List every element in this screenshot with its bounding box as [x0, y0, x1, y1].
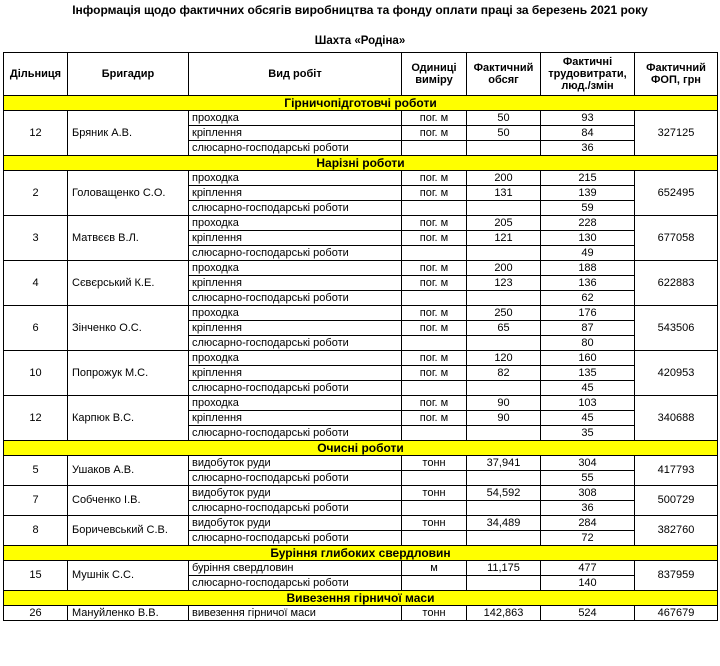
labor-cell: 72 [541, 531, 635, 546]
brigadier-cell: Карпюк В.С. [68, 396, 189, 441]
work-type-cell: слюсарно-господарські роботи [189, 501, 402, 516]
fop-cell: 677058 [635, 216, 718, 261]
labor-cell: 139 [541, 186, 635, 201]
brigadier-cell: Головащенко С.О. [68, 171, 189, 216]
document-title: Інформація щодо фактичних обсягів виробництва та фонду оплати праці за березень 2021 року [72, 3, 648, 17]
volume-cell [467, 471, 541, 486]
volume-cell [467, 531, 541, 546]
labor-cell: 130 [541, 231, 635, 246]
site-cell: 15 [4, 561, 68, 591]
site-cell: 2 [4, 171, 68, 216]
labor-cell: 59 [541, 201, 635, 216]
unit-cell [402, 471, 467, 486]
fop-cell: 467679 [635, 606, 718, 621]
volume-cell: 50 [467, 111, 541, 126]
work-type-cell: проходка [189, 111, 402, 126]
section-title: Нарізні роботи [4, 156, 718, 171]
brigadier-cell: Бряник А.В. [68, 111, 189, 156]
table-row [4, 456, 718, 471]
labor-cell: 55 [541, 471, 635, 486]
work-type-cell: кріплення [189, 126, 402, 141]
work-type-cell: слюсарно-господарські роботи [189, 141, 402, 156]
volume-cell: 123 [467, 276, 541, 291]
site-cell: 26 [4, 606, 68, 621]
volume-cell: 90 [467, 396, 541, 411]
work-type-cell: кріплення [189, 231, 402, 246]
volume-cell: 11,175 [467, 561, 541, 576]
work-type-cell: буріння свердловин [189, 561, 402, 576]
labor-cell: 188 [541, 261, 635, 276]
table-row [4, 216, 718, 231]
unit-cell: пог. м [402, 171, 467, 186]
unit-cell [402, 426, 467, 441]
work-type-cell: видобуток руди [189, 456, 402, 471]
work-type-cell: проходка [189, 171, 402, 186]
site-cell: 10 [4, 351, 68, 396]
unit-cell: пог. м [402, 111, 467, 126]
header-labor: Фактичні трудовитрати, люд./змін [541, 53, 635, 96]
labor-cell: 135 [541, 366, 635, 381]
work-type-cell: кріплення [189, 276, 402, 291]
site-cell: 12 [4, 111, 68, 156]
section-header-row [4, 441, 718, 456]
site-cell: 6 [4, 306, 68, 351]
volume-cell [467, 381, 541, 396]
unit-cell [402, 381, 467, 396]
unit-cell [402, 141, 467, 156]
table-body [4, 96, 718, 621]
volume-cell: 120 [467, 351, 541, 366]
volume-cell [467, 201, 541, 216]
labor-cell: 215 [541, 171, 635, 186]
header-work-type: Вид робіт [189, 53, 402, 96]
labor-cell: 36 [541, 501, 635, 516]
brigadier-cell: Мушнік С.С. [68, 561, 189, 591]
work-type-cell: проходка [189, 351, 402, 366]
labor-cell: 62 [541, 291, 635, 306]
work-type-cell: проходка [189, 306, 402, 321]
table-row [4, 516, 718, 531]
volume-cell: 50 [467, 126, 541, 141]
fop-cell: 652495 [635, 171, 718, 216]
unit-cell: пог. м [402, 261, 467, 276]
brigadier-cell: Матвєєв В.Л. [68, 216, 189, 261]
table-row [4, 306, 718, 321]
header-unit: Одиниці виміру [402, 53, 467, 96]
unit-cell: пог. м [402, 186, 467, 201]
work-type-cell: кріплення [189, 366, 402, 381]
labor-cell: 45 [541, 381, 635, 396]
labor-cell: 103 [541, 396, 635, 411]
volume-cell: 131 [467, 186, 541, 201]
labor-cell: 477 [541, 561, 635, 576]
labor-cell: 140 [541, 576, 635, 591]
volume-cell [467, 141, 541, 156]
work-type-cell: слюсарно-господарські роботи [189, 291, 402, 306]
section-header-row [4, 96, 718, 111]
section-header-row [4, 156, 718, 171]
unit-cell: тонн [402, 606, 467, 621]
site-cell: 12 [4, 396, 68, 441]
volume-cell: 200 [467, 261, 541, 276]
brigadier-cell: Мануйленко В.В. [68, 606, 189, 621]
fop-cell: 837959 [635, 561, 718, 591]
brigadier-cell: Собченко І.В. [68, 486, 189, 516]
header-site: Дільниця [4, 53, 68, 96]
work-type-cell: кріплення [189, 411, 402, 426]
fop-cell: 622883 [635, 261, 718, 306]
table-row [4, 261, 718, 276]
work-type-cell: слюсарно-господарські роботи [189, 576, 402, 591]
labor-cell: 160 [541, 351, 635, 366]
fop-cell: 420953 [635, 351, 718, 396]
work-type-cell: видобуток руди [189, 516, 402, 531]
volume-cell: 82 [467, 366, 541, 381]
work-type-cell: слюсарно-господарські роботи [189, 336, 402, 351]
table-row [4, 351, 718, 366]
volume-cell [467, 291, 541, 306]
brigadier-cell: Попрожук М.С. [68, 351, 189, 396]
section-title: Очисні роботи [4, 441, 718, 456]
site-cell: 5 [4, 456, 68, 486]
brigadier-cell: Ушаков А.В. [68, 456, 189, 486]
work-type-cell: слюсарно-господарські роботи [189, 471, 402, 486]
work-type-cell: кріплення [189, 321, 402, 336]
labor-cell: 87 [541, 321, 635, 336]
fop-cell: 327125 [635, 111, 718, 156]
table-row [4, 396, 718, 411]
labor-cell: 304 [541, 456, 635, 471]
table-row [4, 561, 718, 576]
work-type-cell: слюсарно-господарські роботи [189, 201, 402, 216]
table-row [4, 606, 718, 621]
site-cell: 4 [4, 261, 68, 306]
unit-cell: пог. м [402, 216, 467, 231]
unit-cell: пог. м [402, 411, 467, 426]
labor-cell: 228 [541, 216, 635, 231]
work-type-cell: видобуток руди [189, 486, 402, 501]
fop-cell: 382760 [635, 516, 718, 546]
unit-cell: тонн [402, 516, 467, 531]
volume-cell [467, 336, 541, 351]
header-brigadier: Бригадир [68, 53, 189, 96]
brigadier-cell: Сєвєрський К.Е. [68, 261, 189, 306]
volume-cell [467, 426, 541, 441]
labor-cell: 524 [541, 606, 635, 621]
volume-cell: 37,941 [467, 456, 541, 471]
section-title: Вивезення гірничої маси [4, 591, 718, 606]
unit-cell: пог. м [402, 396, 467, 411]
site-cell: 8 [4, 516, 68, 546]
unit-cell: пог. м [402, 306, 467, 321]
fop-cell: 500729 [635, 486, 718, 516]
work-type-cell: проходка [189, 216, 402, 231]
work-type-cell: слюсарно-господарські роботи [189, 531, 402, 546]
work-type-cell: вивезення гірничої маси [189, 606, 402, 621]
unit-cell: пог. м [402, 231, 467, 246]
section-header-row [4, 591, 718, 606]
labor-cell: 80 [541, 336, 635, 351]
volume-cell: 90 [467, 411, 541, 426]
labor-cell: 284 [541, 516, 635, 531]
labor-cell: 93 [541, 111, 635, 126]
unit-cell: тонн [402, 456, 467, 471]
brigadier-cell: Боричевський С.В. [68, 516, 189, 546]
volume-cell: 250 [467, 306, 541, 321]
unit-cell [402, 246, 467, 261]
work-type-cell: слюсарно-господарські роботи [189, 381, 402, 396]
header-row [4, 53, 718, 96]
work-type-cell: проходка [189, 261, 402, 276]
unit-cell: тонн [402, 486, 467, 501]
table-row [4, 111, 718, 126]
unit-cell [402, 336, 467, 351]
volume-cell: 142,863 [467, 606, 541, 621]
volume-cell [467, 501, 541, 516]
labor-cell: 45 [541, 411, 635, 426]
unit-cell: м [402, 561, 467, 576]
labor-cell: 49 [541, 246, 635, 261]
work-type-cell: слюсарно-господарські роботи [189, 426, 402, 441]
section-title: Гірничопідготовчі роботи [4, 96, 718, 111]
unit-cell [402, 501, 467, 516]
volume-cell: 205 [467, 216, 541, 231]
volume-cell: 65 [467, 321, 541, 336]
site-cell: 7 [4, 486, 68, 516]
section-header-row [4, 546, 718, 561]
table-row [4, 171, 718, 186]
volume-cell: 200 [467, 171, 541, 186]
unit-cell: пог. м [402, 366, 467, 381]
section-title: Буріння глибоких свердловин [4, 546, 718, 561]
labor-cell: 36 [541, 141, 635, 156]
volume-cell: 121 [467, 231, 541, 246]
fop-cell: 340688 [635, 396, 718, 441]
unit-cell: пог. м [402, 276, 467, 291]
work-type-cell: кріплення [189, 186, 402, 201]
site-cell: 3 [4, 216, 68, 261]
unit-cell [402, 201, 467, 216]
unit-cell [402, 531, 467, 546]
labor-cell: 35 [541, 426, 635, 441]
labor-cell: 136 [541, 276, 635, 291]
work-type-cell: проходка [189, 396, 402, 411]
volume-cell: 34,489 [467, 516, 541, 531]
labor-cell: 308 [541, 486, 635, 501]
unit-cell: пог. м [402, 351, 467, 366]
table-row [4, 486, 718, 501]
production-table [3, 52, 718, 621]
volume-cell [467, 576, 541, 591]
unit-cell [402, 576, 467, 591]
unit-cell: пог. м [402, 321, 467, 336]
brigadier-cell: Зінченко О.С. [68, 306, 189, 351]
mine-name: Шахта «Родіна» [314, 35, 406, 47]
volume-cell [467, 246, 541, 261]
fop-cell: 417793 [635, 456, 718, 486]
labor-cell: 84 [541, 126, 635, 141]
header-fop: Фактичний ФОП, грн [635, 53, 718, 96]
volume-cell: 54,592 [467, 486, 541, 501]
header-volume: Фактичний обсяг [467, 53, 541, 96]
unit-cell [402, 291, 467, 306]
unit-cell: пог. м [402, 126, 467, 141]
labor-cell: 176 [541, 306, 635, 321]
work-type-cell: слюсарно-господарські роботи [189, 246, 402, 261]
fop-cell: 543506 [635, 306, 718, 351]
